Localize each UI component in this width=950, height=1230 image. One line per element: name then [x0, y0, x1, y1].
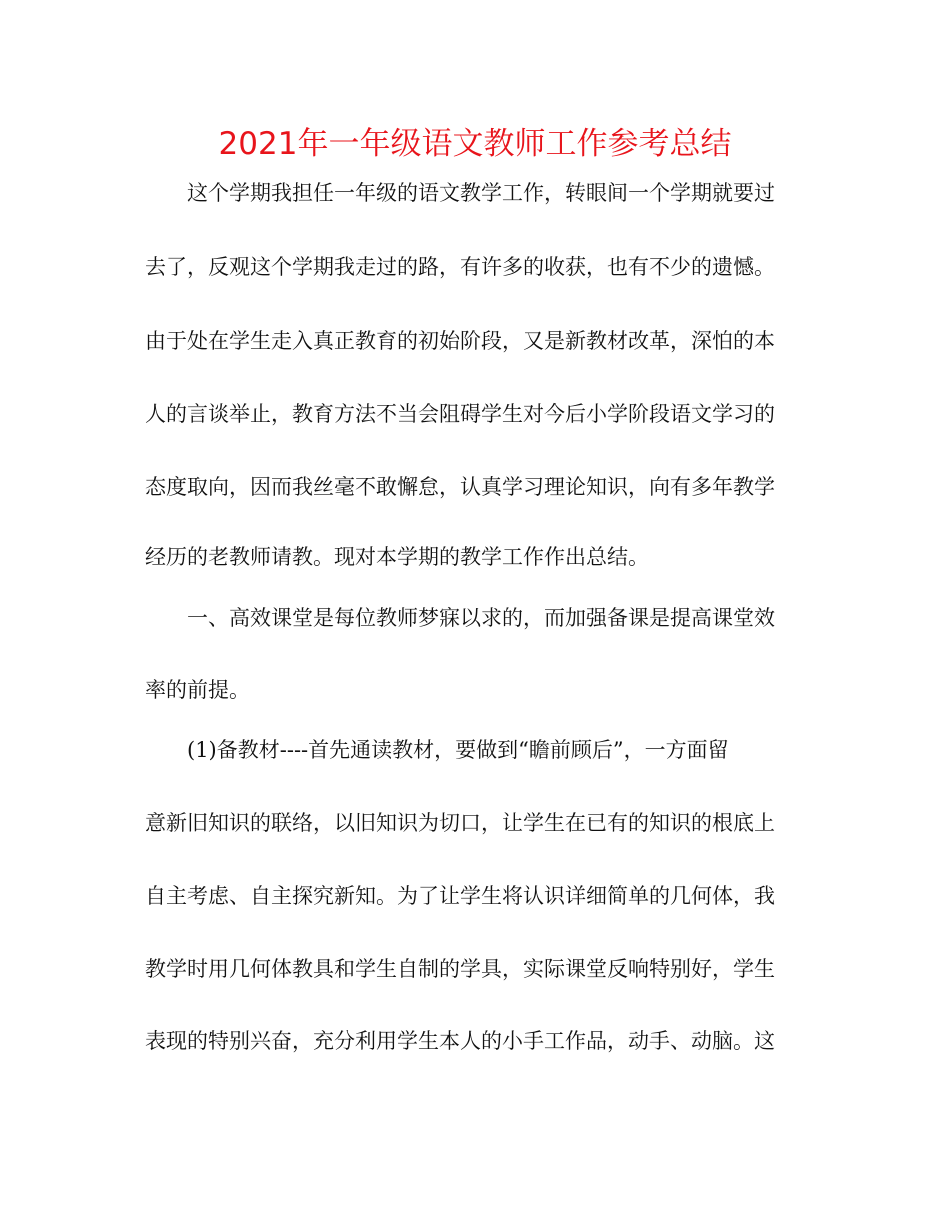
document-title: 2021年一年级语文教师工作参考总结	[218, 126, 732, 162]
body-line-7: 一、高效课堂是每位教师梦寐以求的，而加强备课是提高课堂效	[187, 606, 775, 630]
body-line-2: 去了，反观这个学期我走过的路，有许多的收获，也有不少的遗憾。	[145, 255, 775, 279]
body-line-8: 率的前提。	[145, 678, 250, 702]
body-line-6: 经历的老教师请教。现对本学期的教学工作作出总结。	[145, 545, 649, 569]
body-line-11: 自主考虑、自主探究新知。为了让学生将认识详细简单的几何体，我	[145, 884, 775, 908]
body-line-10: 意新旧知识的联络，以旧知识为切口，让学生在已有的知识的根底上	[145, 811, 775, 835]
body-line-1: 这个学期我担任一年级的语文教学工作，转眼间一个学期就要过	[187, 181, 775, 205]
body-line-3: 由于处在学生走入真正教育的初始阶段，又是新教材改革，深怕的本	[145, 329, 775, 353]
body-line-5: 态度取向，因而我丝毫不敢懈怠，认真学习理论知识，向有多年教学	[145, 475, 775, 499]
body-line-12: 教学时用几何体教具和学生自制的学具，实际课堂反响特别好，学生	[145, 957, 775, 981]
body-line-9: (1)备教材----首先通读教材，要做到“瞻前顾后”，一方面留	[187, 738, 729, 762]
body-line-13: 表现的特别兴奋，充分利用学生本人的小手工作品，动手、动脑。这	[145, 1029, 775, 1053]
body-line-4: 人的言谈举止，教育方法不当会阻碍学生对今后小学阶段语文学习的	[145, 402, 775, 426]
